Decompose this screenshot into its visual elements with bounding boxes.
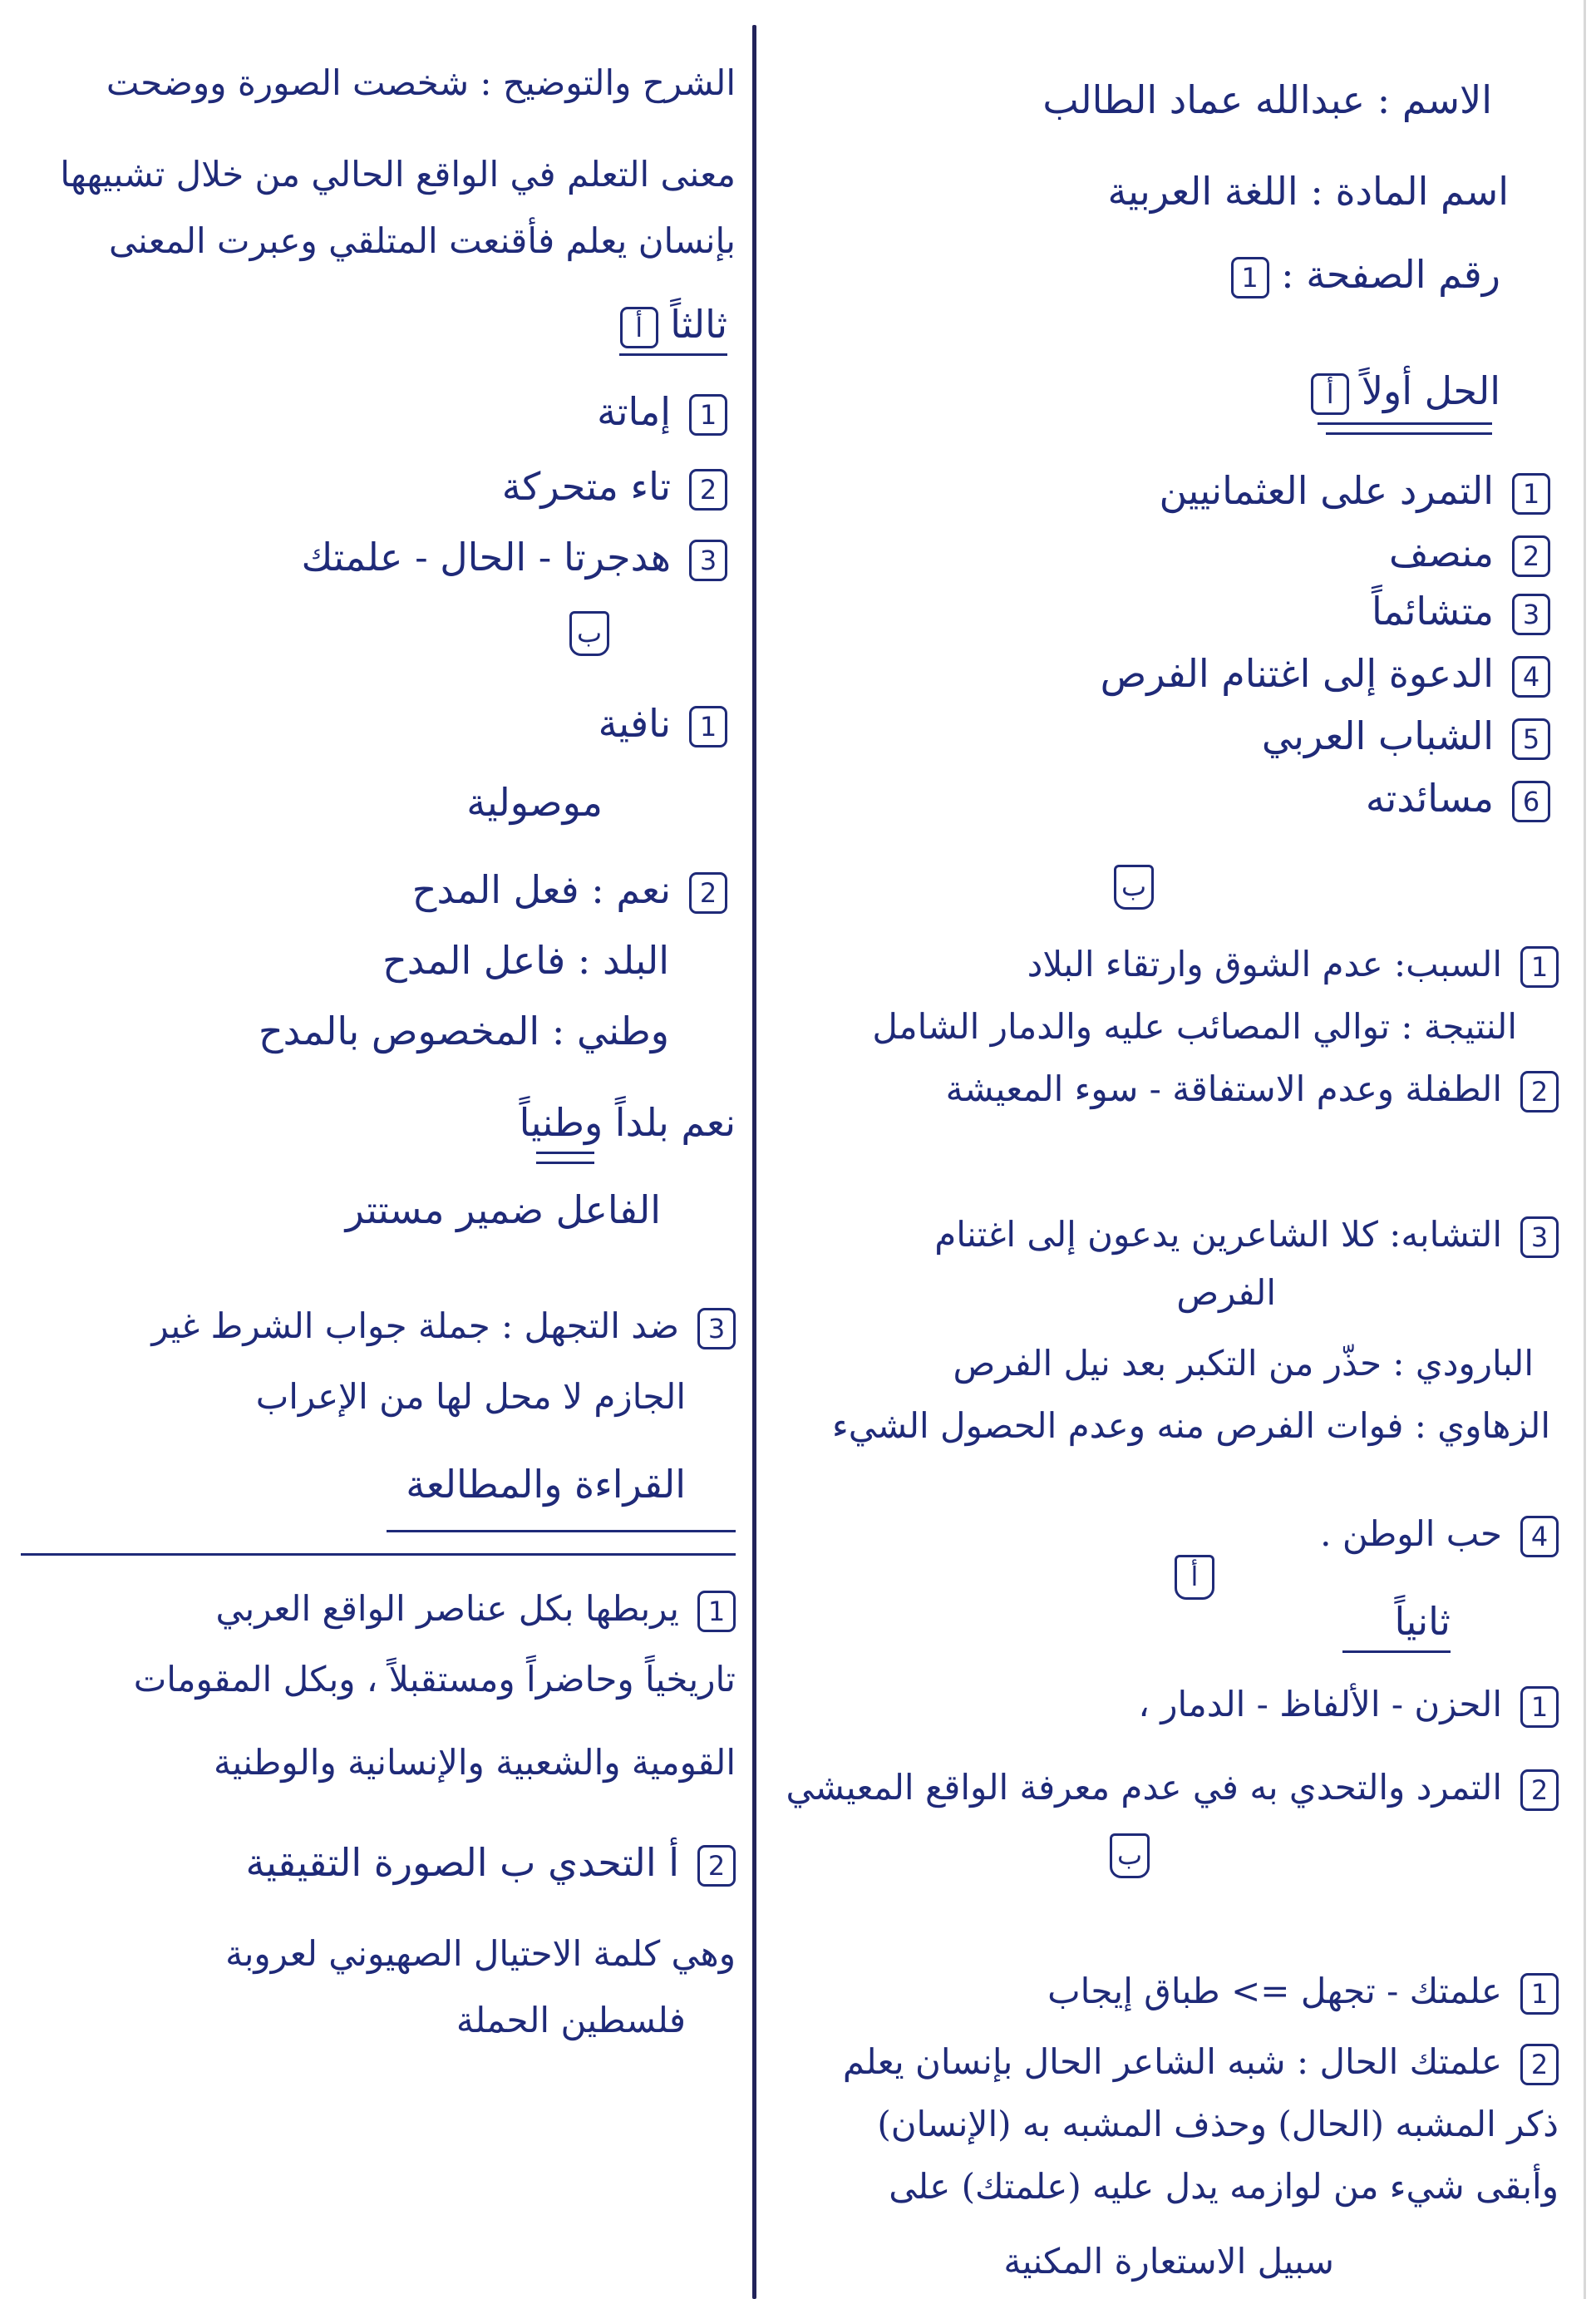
list-item: تاريخياً وحاضراً ومستقبلاً ، وبكل المقومات xyxy=(133,1659,736,1700)
heading-underline xyxy=(1342,1650,1451,1653)
list-item: وأبقى شيء من لوازمه يدل عليه (علمتك) على xyxy=(889,2166,1559,2207)
section-first-box: أ xyxy=(1311,373,1349,415)
section-third-heading: ثالثاً أ xyxy=(602,299,727,349)
section-second-heading: ثانياً xyxy=(1394,1599,1451,1644)
heading-underline xyxy=(619,353,727,356)
section-second-box: أ xyxy=(1175,1555,1214,1600)
list-item: 2التمرد والتحدي به في عدم معرفة الواقع المعيشي xyxy=(786,1763,1559,1813)
list-item: وهي كلمة الاحتيال الصهيوني لعروبة xyxy=(225,1933,736,1974)
list-item: 4الدعوة إلى اغتنام الفرص xyxy=(1101,649,1550,698)
underline xyxy=(536,1152,594,1154)
list-item: 1علمتك - تجهل => طباق إيجاب xyxy=(1047,1966,1559,2016)
page-number: 1 xyxy=(1231,257,1269,298)
list-item: القومية والشعبية والإنسانية والوطنية xyxy=(214,1742,736,1783)
list-item: وطني : المخصوص بالمدح xyxy=(258,1009,669,1053)
list-item: سبيل الاستعارة المكنية xyxy=(1003,2241,1334,2282)
underline xyxy=(536,1162,594,1164)
list-item: موصولية xyxy=(466,780,603,825)
list-item: نعم بلداً وطنياً xyxy=(519,1100,736,1145)
explanation-line: بإنسان يعلم فأقنعت المتلقي وعبرت المعنى xyxy=(109,220,736,261)
list-item: 2الطفلة وعدم الاستفاقة - سوء المعيشة xyxy=(946,1064,1559,1114)
reading-title-underline xyxy=(387,1530,736,1532)
list-item: 1يربطها بكل عناصر الواقع العربي xyxy=(216,1584,736,1634)
heading-underline xyxy=(1326,432,1492,435)
subject-name: اسم المادة : اللغة العربية xyxy=(1107,169,1509,214)
column-divider xyxy=(752,25,756,2299)
section-first-heading: الحل أولاً أ xyxy=(1293,366,1500,416)
list-item: 2علمتك الحال : شبه الشاعر الحال بإنسان يعلم xyxy=(843,2037,1559,2087)
list-item: 3هدجرتا - الحال - علمتك xyxy=(302,532,727,582)
list-item: الزهاوي : فوات الفرص منه وعدم الحصول الشيء xyxy=(832,1405,1550,1446)
list-item: الفرص xyxy=(1176,1272,1276,1313)
list-item: 2تاء متحركة xyxy=(502,461,727,511)
section-second-b-box: ب xyxy=(1110,1833,1150,1878)
list-item: 1الحزن - الألفاظ - الدمار ، xyxy=(1138,1680,1559,1729)
list-item: البلد : فاعل المدح xyxy=(382,938,669,983)
list-item: 3التشابه: كلا الشاعرين يدعون إلى اغتنام xyxy=(934,1210,1559,1260)
list-item: 4حب الوطن . xyxy=(1320,1509,1559,1559)
list-item: البارودي : حذّر من التكبر بعد نيل الفرص xyxy=(953,1343,1534,1384)
list-item: 5الشباب العربي xyxy=(1262,711,1550,761)
list-item: النتيجة : توالي المصائب عليه والدمار الشامل xyxy=(872,1006,1517,1047)
section-third-box: أ xyxy=(620,307,658,348)
student-name: الاسم : عبدالله عماد الطالب xyxy=(1042,77,1492,122)
section-separator xyxy=(21,1553,736,1556)
reading-section-title: القراءة والمطالعة xyxy=(406,1462,686,1507)
list-item: فلسطين الحملة xyxy=(456,2000,686,2040)
list-item: 1نافية xyxy=(598,698,727,748)
list-item: 3متشائماً xyxy=(1372,586,1550,636)
heading-underline xyxy=(1318,422,1492,425)
explanation-line: الشرح والتوضيح : شخصت الصورة ووضحت xyxy=(106,62,736,103)
list-item: 3ضد التجهل : جملة جواب الشرط غير xyxy=(151,1301,736,1351)
list-item: 2منصف xyxy=(1389,528,1550,578)
explanation-line: معنى التعلم في الواقع الحالي من خلال تشبيهها xyxy=(60,154,736,195)
list-item: 6مسائدته xyxy=(1366,773,1550,823)
list-item: الجازم لا محل لها من الإعراب xyxy=(255,1376,686,1417)
page-number-label: رقم الصفحة : 1 xyxy=(1213,249,1501,299)
list-item: 1التمرد على العثمانيين xyxy=(1160,466,1550,516)
list-item: 2أ التحدي ب الصورة التقيقية xyxy=(246,1838,736,1887)
list-item: الفاعل ضمير مستتر xyxy=(345,1187,661,1232)
list-item: ذكر المشبه (الحال) وحذف المشبه به (الإنسان) xyxy=(877,2104,1559,2144)
list-item: 1السبب: عدم الشوق وارتقاء البلاد xyxy=(1027,940,1559,989)
list-item: 1إماتة xyxy=(597,387,727,437)
section-third-b-box: ب xyxy=(569,611,609,656)
page-edge xyxy=(1584,0,1586,2299)
list-item: 2نعم : فعل المدح xyxy=(412,865,727,915)
section-b-box: ب xyxy=(1114,865,1154,910)
